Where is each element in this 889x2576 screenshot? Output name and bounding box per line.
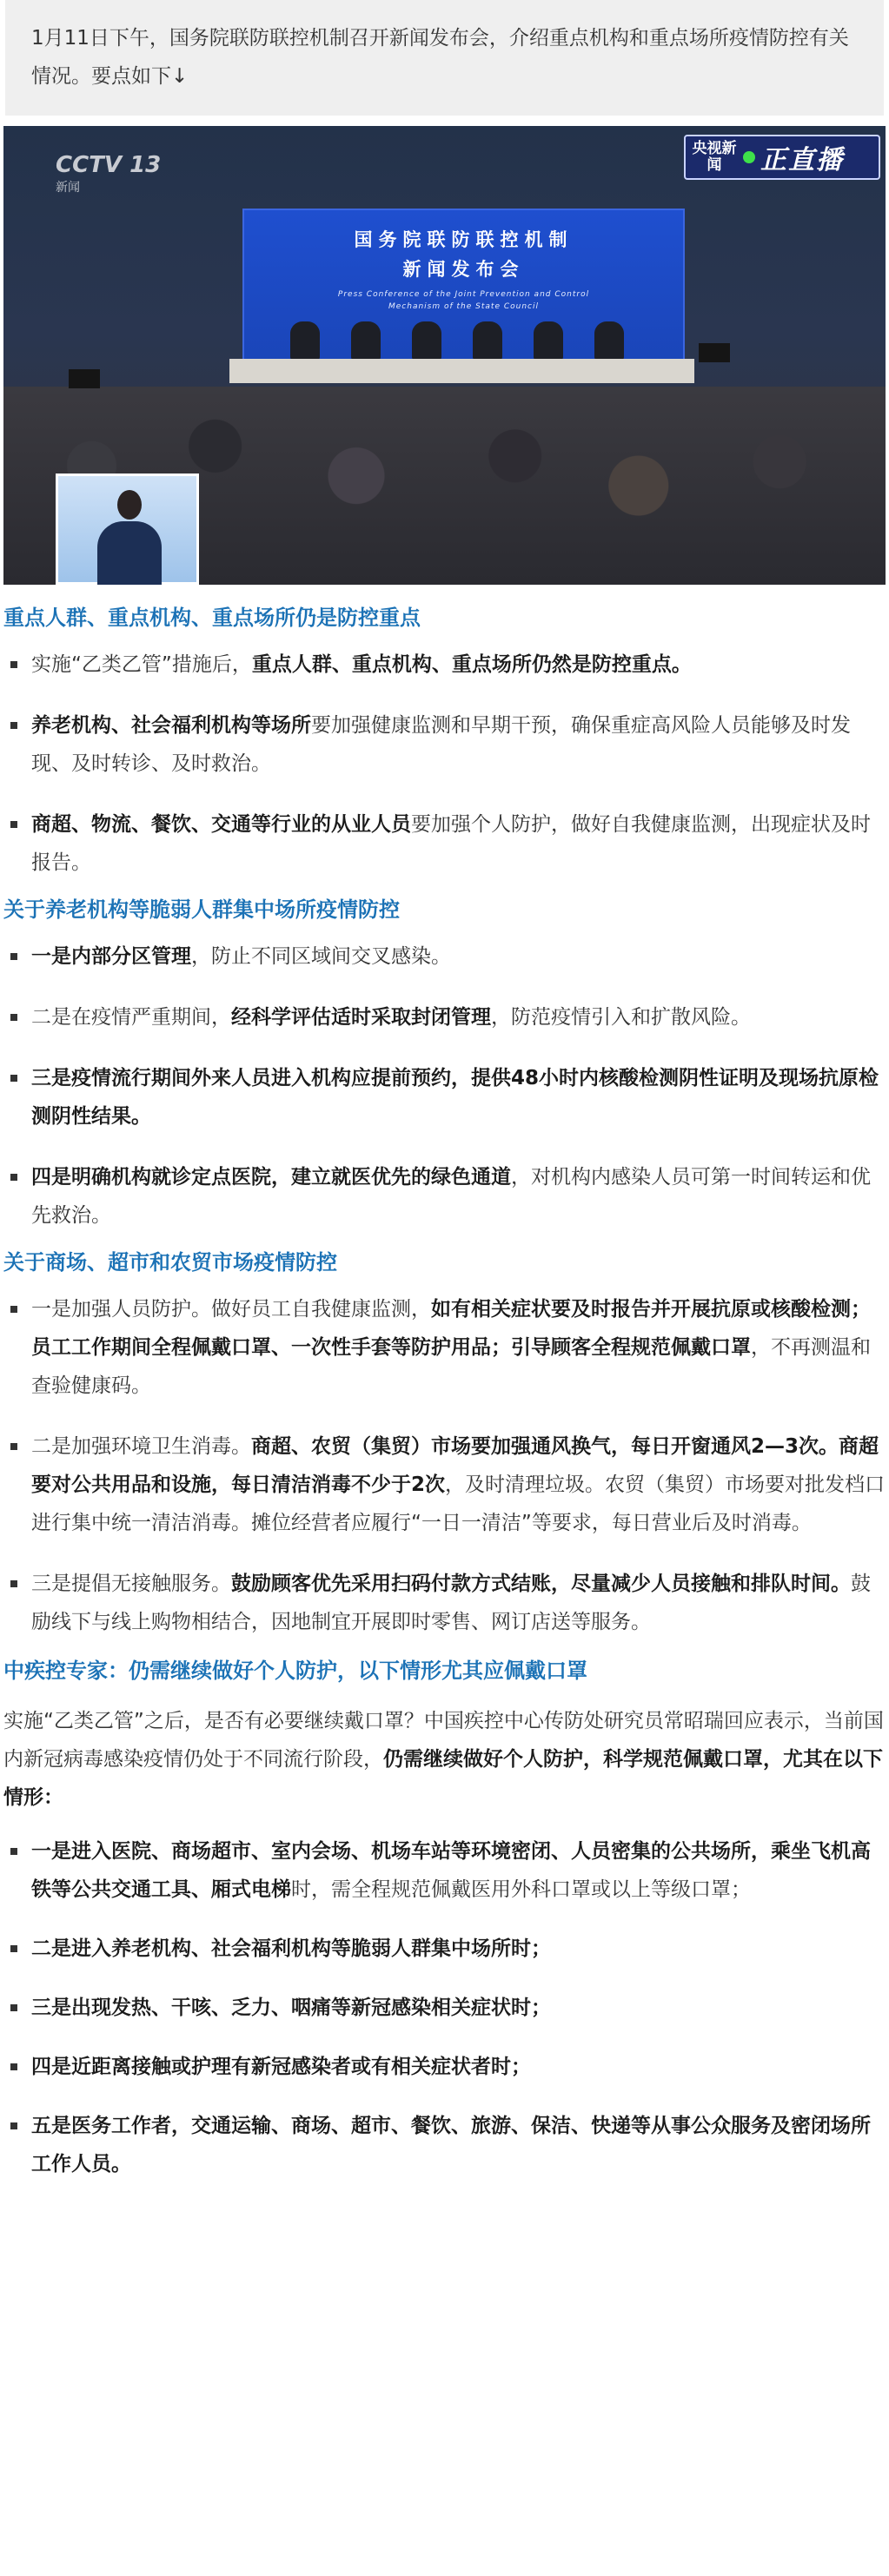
list-item: [3, 1158, 886, 1235]
bold-text: 一是进入医院、商场超市、室内会场、机场车站等环境密闭、人员密集的公共场所，乘坐飞机高铁等公共交通工具、厢式电梯: [31, 1840, 871, 1901]
section-elderly-care: [3, 891, 886, 1235]
bold-text: 商超、农贸（集贸）市场要加强通风换气，每日开窗通风2—3次。商超要对公共用品和设施，每日清洁消毒不少于2次: [31, 1435, 879, 1496]
live-label: 正直播: [760, 145, 844, 175]
bold-text: 三是疫情流行期间外来人员进入机构应提前预约，提供48小时内核酸检测阴性证明及现场抗原检测阴性结果。: [31, 1067, 879, 1128]
text-run: ，对机构内感染人员可第一时间转运和优先救治。: [31, 1166, 871, 1227]
text-run: 实施“乙类乙管”之后，是否有必要继续戴口罩？中国疾控中心传防处研究员常昭瑞回应表示，当前国内新冠病毒感染疫情仍处于不同流行阶段，: [3, 1710, 884, 1771]
bold-text: 养老机构、社会福利机构等场所: [31, 714, 311, 737]
text-run: ，不再测温和查验健康码。: [31, 1336, 871, 1397]
cctv-logo: CCTV 13 新闻: [56, 152, 162, 195]
bold-text: 三是出现发热、干咳、乏力、咽痛等新冠感染相关症状时；: [31, 1997, 551, 2019]
bold-text: 经科学评估适时采取封闭管理: [231, 1006, 491, 1029]
backdrop-subtitle: 新闻发布会: [402, 259, 525, 280]
bold-text: 五是医务工作者，交通运输、商场、超市、餐饮、旅游、保洁、快递等从事公众服务及密闭场所工作人员。: [31, 2115, 871, 2175]
section-markets: [3, 1243, 886, 1641]
list-item: [3, 1427, 886, 1542]
speaker: [534, 321, 563, 361]
bold-text: 四是近距离接触或护理有新冠感染者或有相关症状者时；: [31, 2056, 531, 2078]
list-item: [3, 1930, 886, 1968]
list-item: [3, 706, 886, 783]
speaker: [412, 321, 441, 361]
list-item: [3, 1290, 886, 1405]
text-run: ，防范疫情引入和扩散风险。: [491, 1006, 751, 1029]
text-run: ，防止不同区域间交叉感染。: [191, 945, 451, 968]
list-item: [3, 1565, 886, 1641]
bullet-list: [3, 1290, 886, 1641]
live-dot-icon: [743, 151, 755, 163]
bold-text: 四是明确机构就诊定点医院，建立就医优先的绿色通道: [31, 1166, 511, 1189]
backdrop-title: 国务院联防联控机制: [354, 229, 574, 250]
section-title: 关于养老机构等脆弱人群集中场所疫情防控: [3, 897, 400, 922]
bullet-list: [3, 1832, 886, 2183]
list-item: [3, 1832, 886, 1909]
list-item: [3, 937, 886, 976]
camera-icon: [69, 369, 100, 388]
backdrop-english-1: Press Conference of the Joint Prevention and Control: [337, 290, 590, 299]
list-item: [3, 998, 886, 1036]
text-run: 二是在疫情严重期间，: [31, 1006, 231, 1029]
bold-text: 重点人群、重点机构、重点场所仍然是防控重点。: [251, 653, 692, 676]
text-run: 鼓励线下与线上购物相结合，因地制宜开展即时零售、网订店送等服务。: [31, 1573, 871, 1633]
text-run: 三是提倡无接触服务。: [31, 1573, 231, 1595]
list-item: [3, 805, 886, 882]
text-run: 一是加强人员防护。做好员工自我健康监测，: [31, 1298, 431, 1321]
section-title: 中疾控专家：仍需继续做好个人防护，以下情形尤其应佩戴口罩: [3, 1659, 587, 1683]
speaker: [473, 321, 502, 361]
bullet-list: [3, 937, 886, 1235]
bold-text: 鼓励顾客优先采用扫码付款方式结账，尽量减少人员接触和排队时间。: [231, 1573, 851, 1595]
list-item: [3, 2048, 886, 2086]
sign-language-interpreter-inset: [56, 473, 199, 585]
press-conference-photo: [3, 126, 886, 585]
speaker: [351, 321, 381, 361]
speaker-table: [229, 359, 694, 383]
list-item: [3, 1989, 886, 2027]
list-item: [3, 646, 886, 684]
list-item: [3, 2107, 886, 2183]
text-run: 要加强健康监测和早期干预，确保重症高风险人员能够及时发现、及时转诊、及时救治。: [31, 714, 851, 775]
text-run: 要加强个人防护，做好自我健康监测，出现症状及时报告。: [31, 813, 871, 874]
bold-text: 一是内部分区管理: [31, 945, 191, 968]
bold-text: 商超、物流、餐饮、交通等行业的从业人员: [31, 813, 411, 836]
text-run: 实施“乙类乙管”措施后，: [31, 653, 252, 676]
backdrop-english-2: Mechanism of the State Council: [388, 302, 539, 311]
text-run: 二是加强环境卫生消毒。: [31, 1435, 251, 1458]
section-title: 重点人群、重点机构、重点场所仍是防控重点: [3, 606, 421, 630]
speaker: [594, 321, 624, 361]
live-badge: [684, 135, 880, 180]
live-channel-label: 央视新闻: [692, 140, 737, 174]
text-run: ，及时清理垃圾。农贸（集贸）市场要对批发档口进行集中统一清洁消毒。摊位经营者应履行“一日一清洁”等要求，每日营业后及时消毒。: [31, 1473, 886, 1534]
section-key-groups: [3, 599, 886, 882]
speaker: [290, 321, 320, 361]
list-item: [3, 1059, 886, 1136]
section-cdc-expert: [3, 1652, 886, 2183]
bold-text: 二是进入养老机构、社会福利机构等脆弱人群集中场所时；: [31, 1937, 551, 1960]
camera-icon: [699, 343, 730, 362]
bullet-list: [3, 646, 886, 882]
bold-text: 仍需继续做好个人防护，科学规范佩戴口罩，尤其在以下情形：: [3, 1748, 883, 1809]
bold-text: 如有相关症状要及时报告并开展抗原或核酸检测；员工工作期间全程佩戴口罩、一次性手套等防护用品；引导顾客全程规范佩戴口罩: [31, 1298, 871, 1359]
text-run: 时，需全程规范佩戴医用外科口罩或以上等级口罩；: [291, 1878, 751, 1901]
body-paragraph: [3, 1702, 886, 1817]
intro-paragraph: 1月11日下午，国务院联防联控机制召开新闻发布会，介绍重点机构和重点场所疫情防控有关情况。要点如下↓: [5, 0, 884, 116]
section-title: 关于商场、超市和农贸市场疫情防控: [3, 1250, 337, 1275]
